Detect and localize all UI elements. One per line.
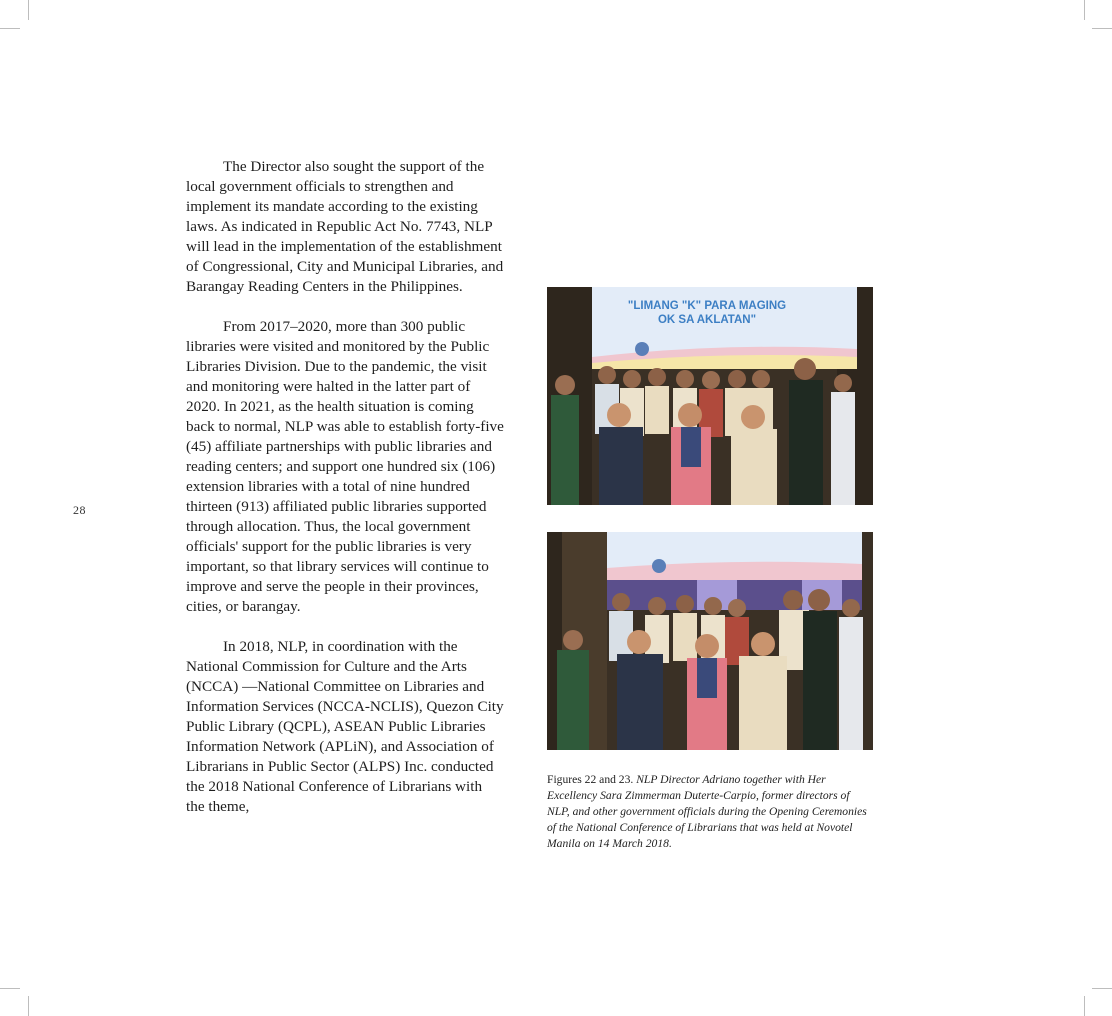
figure-23-photo [547,532,873,750]
paragraph-3: In 2018, NLP, in coordination with the National Commission for Culture and the Arts (NCCA) —National Committee on Libraries and Information Services (NCCA-NCLIS), Quezon City Public Library (QCPL), ASEAN Public Libraries Information Network (APLiN), and Association of Librarians in Public Sector (ALPS) Inc. conducted the 2018 National Conference of Librarians with the theme, [186,638,504,815]
crop-mark-bottom-left-h [0,988,20,989]
group-photo-1 [547,287,873,505]
crop-mark-bottom-right-h [1092,988,1112,989]
crop-mark-bottom-right [1084,996,1085,1016]
page-number: 28 [73,503,86,517]
body-text [186,157,504,817]
front-row-people [599,403,777,505]
crop-mark-bottom-left [28,996,29,1016]
crop-mark-top-right-h [1092,28,1112,29]
figure-caption [547,772,867,852]
figure-22-photo [547,287,873,505]
paragraph-1: The Director also sought the support of the local government officials to strengthen and implement its mandate according to the existing laws. As indicated in Republic Act No. 7743, NLP will lead in the implementation of the establishment of Congressional, City and Municipal Libraries, and Barangay Reading Centers in the Philippines. [186,158,504,295]
front-row-people-2 [617,630,787,750]
caption-label: Figures 22 and 23. [547,773,637,786]
caption-text: NLP Director Adriano together with Her Excellency Sara Zimmerman Duterte-Carpio, former directors of NLP, and other government officials during the Opening Ceremonies of the National Conference of Librarians that was held at Novotel Manila on 14 March 2018. [547,773,867,850]
crop-mark-top-left-h [0,28,20,29]
paragraph-2: From 2017–2020, more than 300 public libraries were visited and monitored by the Public Libraries Division. Due to the pandemic, the visit and monitoring were halted in the latter part of 2020. In 2021, as the health situation is coming back to normal, NLP was able to establish forty-five (45) affiliate partnerships with public libraries and reading centers; and support one hundred six (106) extension libraries with a total of nine hundred thirteen (913) affiliated public libraries supported through allocation. Thus, the local government officials' support for the public libraries is very important, so that library services will continue to improve and serve the people in their provinces, cities, or barangay. [186,318,504,615]
group-photo-2 [547,532,873,750]
screen-title-line-2: OK SA AKLATAN" [657,314,757,326]
crop-mark-top-left [28,0,29,20]
screen-title-line-1: "LIMANG "K" PARA MAGING [627,300,787,312]
crop-mark-top-right [1084,0,1085,20]
